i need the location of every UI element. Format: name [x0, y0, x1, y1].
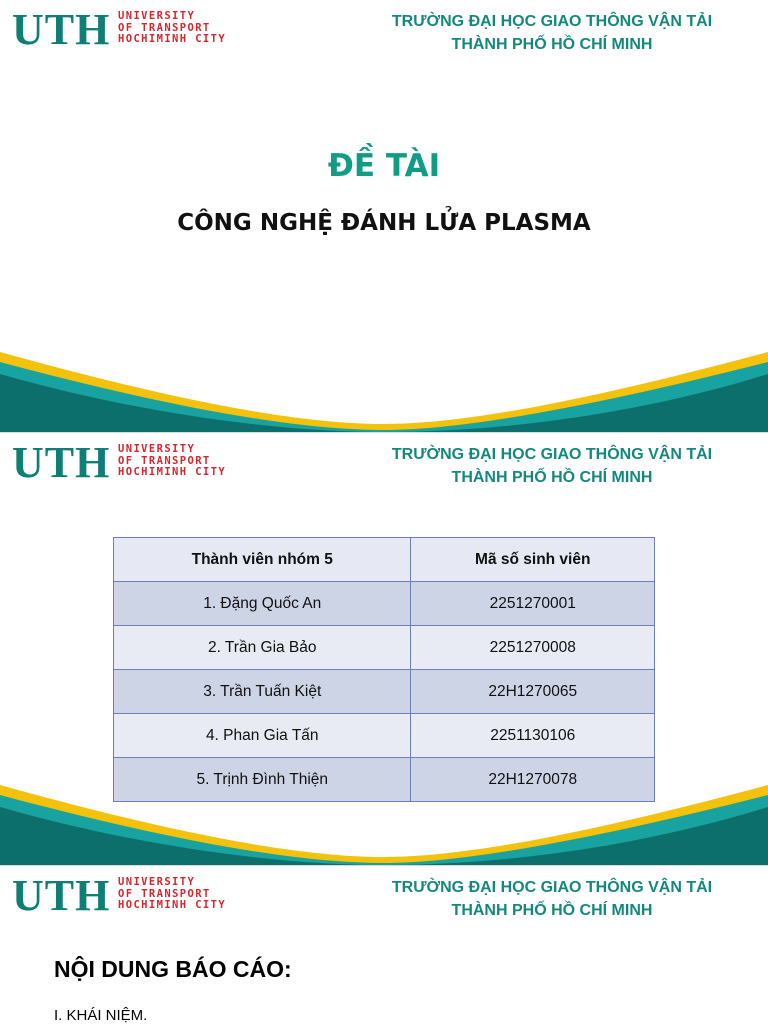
- uth-logo: [12, 5, 252, 54]
- topic-title: CÔNG NGHỆ ĐÁNH LỬA PLASMA: [177, 210, 591, 236]
- uth-logo: [12, 438, 252, 487]
- logo-line: UNIVERSITY: [118, 443, 196, 455]
- school-name: [360, 876, 744, 922]
- school-name-line2: THÀNH PHỐ HỒ CHÍ MINH: [451, 902, 653, 919]
- member-name: 2. Trần Gia Bảo: [114, 626, 411, 670]
- logo-line: HOCHIMINH CITY: [118, 466, 227, 478]
- column-header-student-id: Mã số sinh viên: [411, 538, 655, 582]
- student-id: 2251130106: [411, 714, 655, 758]
- school-name-line1: TRƯỜNG ĐẠI HỌC GIAO THÔNG VẬN TẢI: [391, 13, 713, 30]
- student-id: 22H1270078: [411, 758, 655, 802]
- logo-text: [118, 444, 226, 479]
- topic-label: ĐỀ TÀI: [327, 148, 441, 184]
- logo-line: UNIVERSITY: [118, 876, 196, 888]
- wave-decoration: [0, 785, 768, 865]
- column-header-member: Thành viên nhóm 5: [114, 538, 411, 582]
- table-header-row: [114, 538, 655, 582]
- table-row: [114, 714, 655, 758]
- logo-line: OF TRANSPORT: [118, 454, 211, 467]
- logo-line: HOCHIMINH CITY: [118, 899, 227, 911]
- member-name: 4. Phan Gia Tấn: [114, 714, 411, 758]
- member-name: 1. Đặng Quốc An: [114, 582, 411, 626]
- contents-item: I. KHÁI NIỆM.: [54, 1007, 148, 1024]
- logo-mark: UTH: [12, 5, 111, 54]
- logo-line: OF TRANSPORT: [118, 887, 211, 900]
- member-name: 3. Trần Tuấn Kiệt: [114, 670, 411, 714]
- school-name: [360, 10, 744, 56]
- table-row: [114, 626, 655, 670]
- student-id: 2251270001: [411, 582, 655, 626]
- logo-text: [118, 11, 226, 46]
- logo-line: HOCHIMINH CITY: [118, 33, 227, 45]
- logo-mark: UTH: [12, 438, 111, 487]
- slide-contents: [0, 866, 768, 1024]
- member-name: 5. Trịnh Đình Thiện: [114, 758, 411, 802]
- school-name-line1: TRƯỜNG ĐẠI HỌC GIAO THÔNG VẬN TẢI: [391, 879, 713, 896]
- student-id: 2251270008: [411, 626, 655, 670]
- school-name-line1: TRƯỜNG ĐẠI HỌC GIAO THÔNG VẬN TẢI: [391, 446, 713, 463]
- logo-line: UNIVERSITY: [118, 10, 196, 22]
- school-name-line2: THÀNH PHỐ HỒ CHÍ MINH: [451, 36, 653, 53]
- logo-text: [118, 877, 226, 912]
- slide-members: [0, 433, 768, 865]
- wave-decoration: [0, 352, 768, 432]
- contents-title: NỘI DUNG BÁO CÁO:: [54, 956, 292, 982]
- table-row: [114, 582, 655, 626]
- uth-logo: [12, 871, 252, 920]
- logo-line: OF TRANSPORT: [118, 21, 211, 34]
- table-row: [114, 670, 655, 714]
- logo-mark: UTH: [12, 871, 111, 920]
- members-table: [113, 537, 655, 802]
- school-name: [360, 443, 744, 489]
- student-id: 22H1270065: [411, 670, 655, 714]
- school-name-line2: THÀNH PHỐ HỒ CHÍ MINH: [451, 469, 653, 486]
- slide-title: [0, 0, 768, 432]
